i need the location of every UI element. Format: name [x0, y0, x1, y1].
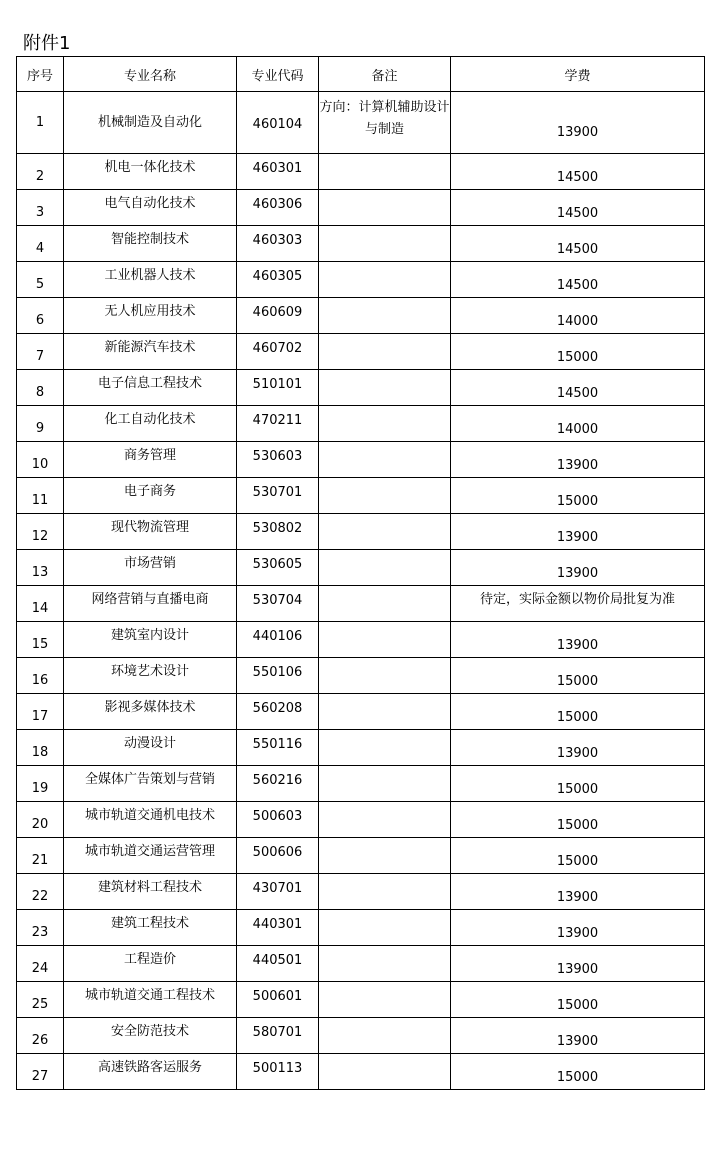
row-tuition-cell: 14500: [451, 154, 705, 190]
row-major-code-cell: 460305: [237, 262, 319, 298]
row-major-code-cell: 440301: [237, 910, 319, 946]
row-tuition-cell: 13900: [451, 730, 705, 766]
row-major-name-cell: 市场营销: [64, 550, 237, 586]
table-row: [17, 766, 705, 802]
row-seq-cell: 12: [17, 514, 64, 550]
row-major-name-cell: 建筑工程技术: [64, 910, 237, 946]
row-seq-cell: 14: [17, 586, 64, 622]
row-tuition-cell: 15000: [451, 838, 705, 874]
row-seq-cell: 23: [17, 910, 64, 946]
row-seq-cell: 18: [17, 730, 64, 766]
row-seq-cell: 15: [17, 622, 64, 658]
attachment-label: 附件1: [23, 33, 71, 54]
table-row: [17, 838, 705, 874]
row-major-name-cell: 工程造价: [64, 946, 237, 982]
header-note: 备注: [319, 57, 451, 92]
row-major-code-cell: 550106: [237, 658, 319, 694]
table-row: [17, 910, 705, 946]
row-note-cell: [319, 550, 451, 586]
row-seq-cell: 6: [17, 298, 64, 334]
row-tuition-cell: 14000: [451, 406, 705, 442]
row-major-code-cell: 460104: [237, 92, 319, 154]
row-major-code-cell: 500606: [237, 838, 319, 874]
row-note-cell: [319, 694, 451, 730]
row-tuition-cell: 15000: [451, 1054, 705, 1090]
row-note-cell: [319, 802, 451, 838]
row-tuition-cell: 14500: [451, 226, 705, 262]
row-major-code-cell: 460702: [237, 334, 319, 370]
row-major-name-cell: 城市轨道交通工程技术: [64, 982, 237, 1018]
table-row: [17, 298, 705, 334]
table-row: [17, 478, 705, 514]
row-major-code-cell: 530603: [237, 442, 319, 478]
row-major-name-cell: 新能源汽车技术: [64, 334, 237, 370]
header-tuition: 学费: [451, 57, 705, 92]
row-major-name-cell: 全媒体广告策划与营销: [64, 766, 237, 802]
row-note-cell: [319, 838, 451, 874]
row-major-code-cell: 550116: [237, 730, 319, 766]
table-row: [17, 730, 705, 766]
row-seq-cell: 20: [17, 802, 64, 838]
table-row: [17, 586, 705, 622]
row-note-cell: [319, 478, 451, 514]
row-tuition-cell: 15000: [451, 658, 705, 694]
row-tuition-cell: 13900: [451, 550, 705, 586]
row-major-name-cell: 高速铁路客运服务: [64, 1054, 237, 1090]
row-seq-cell: 16: [17, 658, 64, 694]
row-seq-cell: 1: [17, 92, 64, 154]
row-tuition-cell: 待定，实际金额以物价局批复为准: [451, 586, 705, 622]
row-seq-cell: 5: [17, 262, 64, 298]
row-note-cell: [319, 334, 451, 370]
row-major-name-cell: 城市轨道交通运营管理: [64, 838, 237, 874]
header-major-name: 专业名称: [64, 57, 237, 92]
row-seq-cell: 9: [17, 406, 64, 442]
table-row: [17, 802, 705, 838]
row-note-cell: 方向：计算机辅助设计与制造: [319, 92, 451, 154]
row-note-cell: [319, 298, 451, 334]
row-major-name-cell: 环境艺术设计: [64, 658, 237, 694]
table-row: [17, 694, 705, 730]
row-seq-cell: 3: [17, 190, 64, 226]
row-tuition-cell: 14500: [451, 370, 705, 406]
row-note-cell: [319, 622, 451, 658]
row-major-name-cell: 机电一体化技术: [64, 154, 237, 190]
row-major-name-cell: 无人机应用技术: [64, 298, 237, 334]
row-major-code-cell: 560216: [237, 766, 319, 802]
row-note-cell: [319, 766, 451, 802]
row-seq-cell: 10: [17, 442, 64, 478]
row-seq-cell: 17: [17, 694, 64, 730]
row-major-name-cell: 电子信息工程技术: [64, 370, 237, 406]
row-major-name-cell: 建筑材料工程技术: [64, 874, 237, 910]
table-row: [17, 622, 705, 658]
row-major-code-cell: 460306: [237, 190, 319, 226]
row-seq-cell: 4: [17, 226, 64, 262]
row-note-cell: [319, 442, 451, 478]
row-tuition-cell: 14500: [451, 262, 705, 298]
row-major-code-cell: 530704: [237, 586, 319, 622]
table-row: [17, 658, 705, 694]
row-major-name-cell: 现代物流管理: [64, 514, 237, 550]
row-note-cell: [319, 946, 451, 982]
row-major-name-cell: 安全防范技术: [64, 1018, 237, 1054]
row-major-name-cell: 电子商务: [64, 478, 237, 514]
table-row: [17, 550, 705, 586]
row-tuition-cell: 13900: [451, 514, 705, 550]
row-major-name-cell: 影视多媒体技术: [64, 694, 237, 730]
table-row: [17, 514, 705, 550]
row-seq-cell: 22: [17, 874, 64, 910]
table-header-row: [17, 57, 705, 92]
row-note-cell: [319, 226, 451, 262]
row-note-cell: [319, 262, 451, 298]
row-major-code-cell: 430701: [237, 874, 319, 910]
table-body: [17, 92, 705, 1090]
table-row: [17, 874, 705, 910]
row-tuition-cell: 14500: [451, 190, 705, 226]
row-major-code-cell: 580701: [237, 1018, 319, 1054]
row-note-cell: [319, 910, 451, 946]
row-note-cell: [319, 982, 451, 1018]
table-row: [17, 154, 705, 190]
table-row: [17, 442, 705, 478]
row-tuition-cell: 15000: [451, 982, 705, 1018]
row-major-name-cell: 机械制造及自动化: [64, 92, 237, 154]
row-tuition-cell: 15000: [451, 334, 705, 370]
table-row: [17, 370, 705, 406]
row-seq-cell: 21: [17, 838, 64, 874]
row-note-cell: [319, 586, 451, 622]
row-major-code-cell: 460303: [237, 226, 319, 262]
row-tuition-cell: 15000: [451, 802, 705, 838]
row-note-cell: [319, 190, 451, 226]
row-major-code-cell: 500601: [237, 982, 319, 1018]
row-seq-cell: 24: [17, 946, 64, 982]
row-seq-cell: 2: [17, 154, 64, 190]
tuition-fee-table: [16, 56, 705, 1090]
row-major-code-cell: 470211: [237, 406, 319, 442]
row-major-code-cell: 530701: [237, 478, 319, 514]
table-row: [17, 262, 705, 298]
row-seq-cell: 27: [17, 1054, 64, 1090]
row-major-code-cell: 440501: [237, 946, 319, 982]
row-major-code-cell: 440106: [237, 622, 319, 658]
row-tuition-cell: 13900: [451, 92, 705, 154]
table-row: [17, 946, 705, 982]
row-major-code-cell: 530802: [237, 514, 319, 550]
row-major-code-cell: 460609: [237, 298, 319, 334]
header-seq: 序号: [17, 57, 64, 92]
row-note-cell: [319, 514, 451, 550]
table-row: [17, 406, 705, 442]
row-note-cell: [319, 1054, 451, 1090]
table-row: [17, 334, 705, 370]
row-major-name-cell: 动漫设计: [64, 730, 237, 766]
row-tuition-cell: 13900: [451, 622, 705, 658]
row-seq-cell: 7: [17, 334, 64, 370]
row-tuition-cell: 13900: [451, 946, 705, 982]
row-major-name-cell: 电气自动化技术: [64, 190, 237, 226]
row-major-name-cell: 化工自动化技术: [64, 406, 237, 442]
row-note-cell: [319, 370, 451, 406]
row-major-name-cell: 商务管理: [64, 442, 237, 478]
row-tuition-cell: 13900: [451, 1018, 705, 1054]
row-tuition-cell: 14000: [451, 298, 705, 334]
table-row: [17, 226, 705, 262]
row-major-code-cell: 560208: [237, 694, 319, 730]
row-tuition-cell: 15000: [451, 478, 705, 514]
row-note-cell: [319, 1018, 451, 1054]
header-major-code: 专业代码: [237, 57, 319, 92]
row-seq-cell: 13: [17, 550, 64, 586]
row-note-cell: [319, 730, 451, 766]
row-tuition-cell: 13900: [451, 874, 705, 910]
row-note-cell: [319, 406, 451, 442]
table-row: [17, 1018, 705, 1054]
row-tuition-cell: 15000: [451, 694, 705, 730]
row-note-cell: [319, 154, 451, 190]
row-note-cell: [319, 874, 451, 910]
row-major-code-cell: 510101: [237, 370, 319, 406]
row-tuition-cell: 15000: [451, 766, 705, 802]
row-seq-cell: 11: [17, 478, 64, 514]
row-tuition-cell: 13900: [451, 910, 705, 946]
row-major-code-cell: 460301: [237, 154, 319, 190]
table-row: [17, 190, 705, 226]
row-seq-cell: 25: [17, 982, 64, 1018]
row-major-name-cell: 智能控制技术: [64, 226, 237, 262]
table-row: [17, 1054, 705, 1090]
row-major-name-cell: 城市轨道交通机电技术: [64, 802, 237, 838]
row-major-name-cell: 网络营销与直播电商: [64, 586, 237, 622]
row-seq-cell: 8: [17, 370, 64, 406]
row-major-code-cell: 500113: [237, 1054, 319, 1090]
row-major-code-cell: 530605: [237, 550, 319, 586]
table-row: [17, 92, 705, 154]
table-row: [17, 982, 705, 1018]
row-tuition-cell: 13900: [451, 442, 705, 478]
row-seq-cell: 26: [17, 1018, 64, 1054]
row-major-code-cell: 500603: [237, 802, 319, 838]
row-seq-cell: 19: [17, 766, 64, 802]
row-note-cell: [319, 658, 451, 694]
row-major-name-cell: 建筑室内设计: [64, 622, 237, 658]
row-major-name-cell: 工业机器人技术: [64, 262, 237, 298]
